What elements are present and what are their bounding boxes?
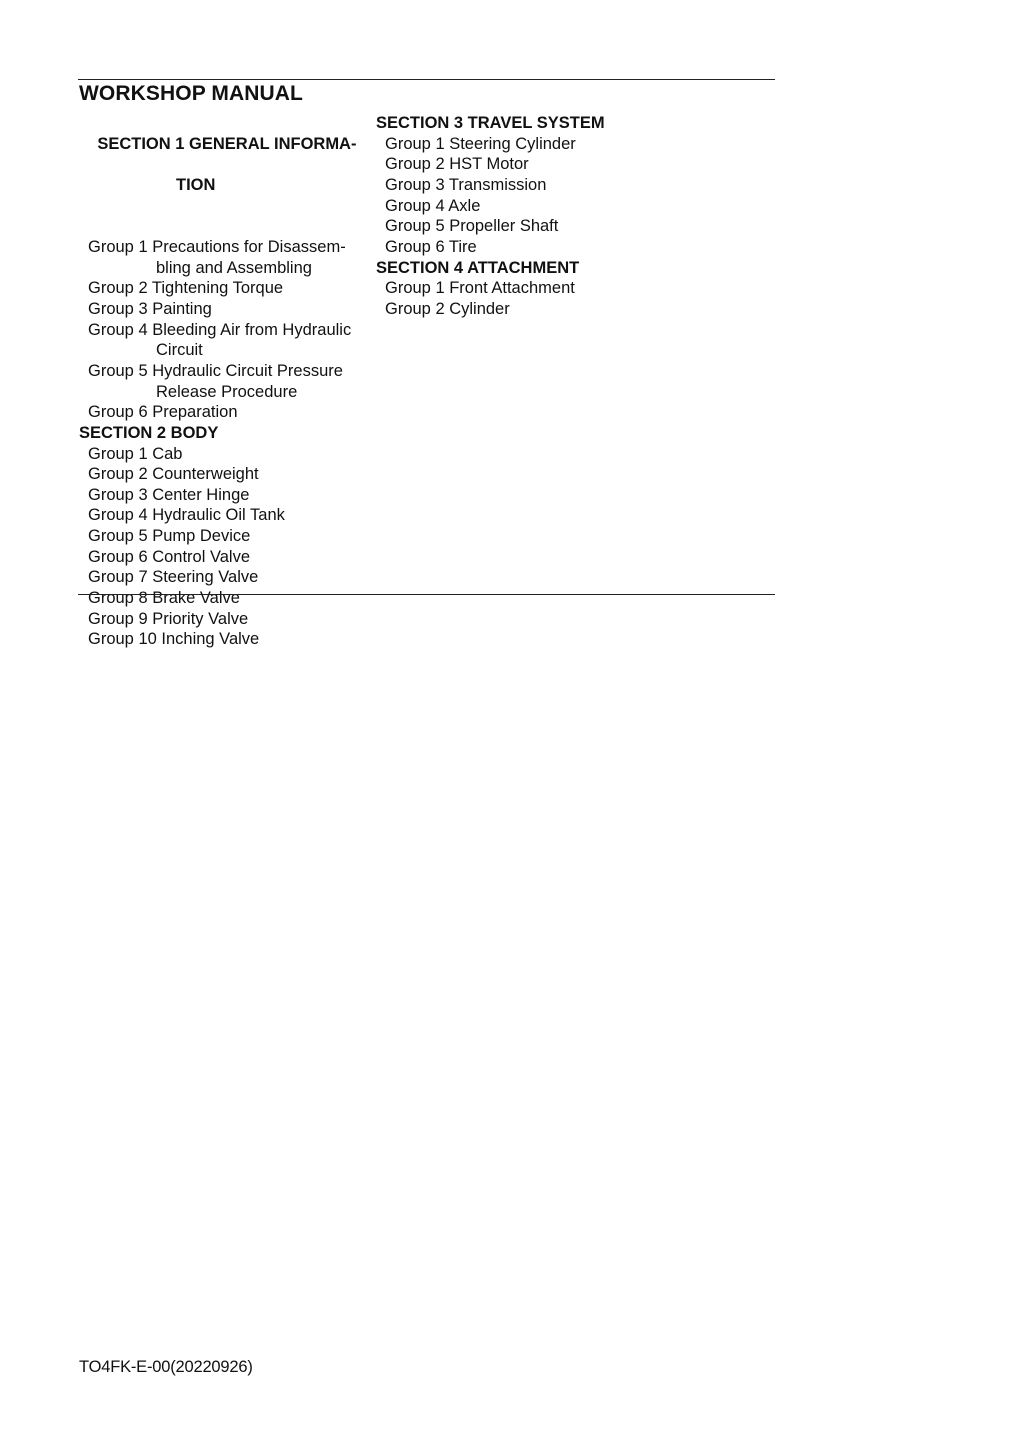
toc-item-s2-group-10[interactable]: Group 10 Inching Valve: [88, 630, 260, 649]
toc-item-s3-group-1[interactable]: Group 1 Steering Cylinder: [385, 134, 576, 153]
bottom-rule: [78, 594, 775, 595]
toc-item-s1-group-4[interactable]: Group 4 Bleeding Air from Hydraulic Circuit: [88, 320, 352, 360]
toc-left-column: [79, 113, 379, 650]
toc-item-s2-group-5[interactable]: Group 5 Pump Device: [88, 527, 251, 546]
section-2-heading[interactable]: SECTION 2 BODY: [79, 423, 219, 442]
toc-item-s2-group-8[interactable]: Group 8 Brake Valve: [88, 589, 240, 608]
section-3-heading[interactable]: SECTION 3 TRAVEL SYSTEM: [376, 114, 605, 132]
toc-item-s3-group-6[interactable]: Group 6 Tire: [385, 237, 477, 256]
toc-item-s3-group-2[interactable]: Group 2 HST Motor: [385, 155, 529, 174]
toc-item-s1-group-6[interactable]: Group 6 Preparation: [88, 403, 238, 422]
toc-item-s2-group-4[interactable]: Group 4 Hydraulic Oil Tank: [88, 506, 285, 525]
toc-right-column: [376, 113, 676, 320]
toc-item-s3-group-4[interactable]: Group 4 Axle: [385, 196, 481, 215]
toc-item-s3-group-5[interactable]: Group 5 Propeller Shaft: [385, 217, 559, 236]
toc-item-s2-group-3[interactable]: Group 3 Center Hinge: [88, 485, 250, 504]
toc-item-s1-group-1[interactable]: Group 1 Precautions for Disassem- bling and Assembling: [88, 237, 346, 277]
toc-item-s4-group-1[interactable]: Group 1 Front Attachment: [385, 279, 575, 298]
toc-item-s1-group-5[interactable]: Group 5 Hydraulic Circuit Pressure Release Procedure: [88, 361, 343, 401]
page-title: WORKSHOP MANUAL: [79, 82, 303, 105]
toc-item-s2-group-9[interactable]: Group 9 Priority Valve: [88, 609, 249, 628]
toc-item-s4-group-2[interactable]: Group 2 Cylinder: [385, 299, 510, 318]
toc-item-s1-group-3[interactable]: Group 3 Painting: [88, 299, 212, 318]
document-code: TO4FK-E-00(20220926): [79, 1358, 253, 1376]
toc-item-s2-group-7[interactable]: Group 7 Steering Valve: [88, 568, 259, 587]
toc-item-s3-group-3[interactable]: Group 3 Transmission: [385, 175, 547, 194]
section-4-heading[interactable]: SECTION 4 ATTACHMENT: [376, 258, 580, 277]
toc-item-s2-group-1[interactable]: Group 1 Cab: [88, 444, 183, 463]
toc-item-s1-group-2[interactable]: Group 2 Tightening Torque: [88, 279, 284, 298]
toc-item-s2-group-2[interactable]: Group 2 Counterweight: [88, 465, 259, 484]
section-1-heading[interactable]: SECTION 1 GENERAL INFORMA- TION: [97, 134, 357, 194]
toc-item-s2-group-6[interactable]: Group 6 Control Valve: [88, 547, 251, 566]
